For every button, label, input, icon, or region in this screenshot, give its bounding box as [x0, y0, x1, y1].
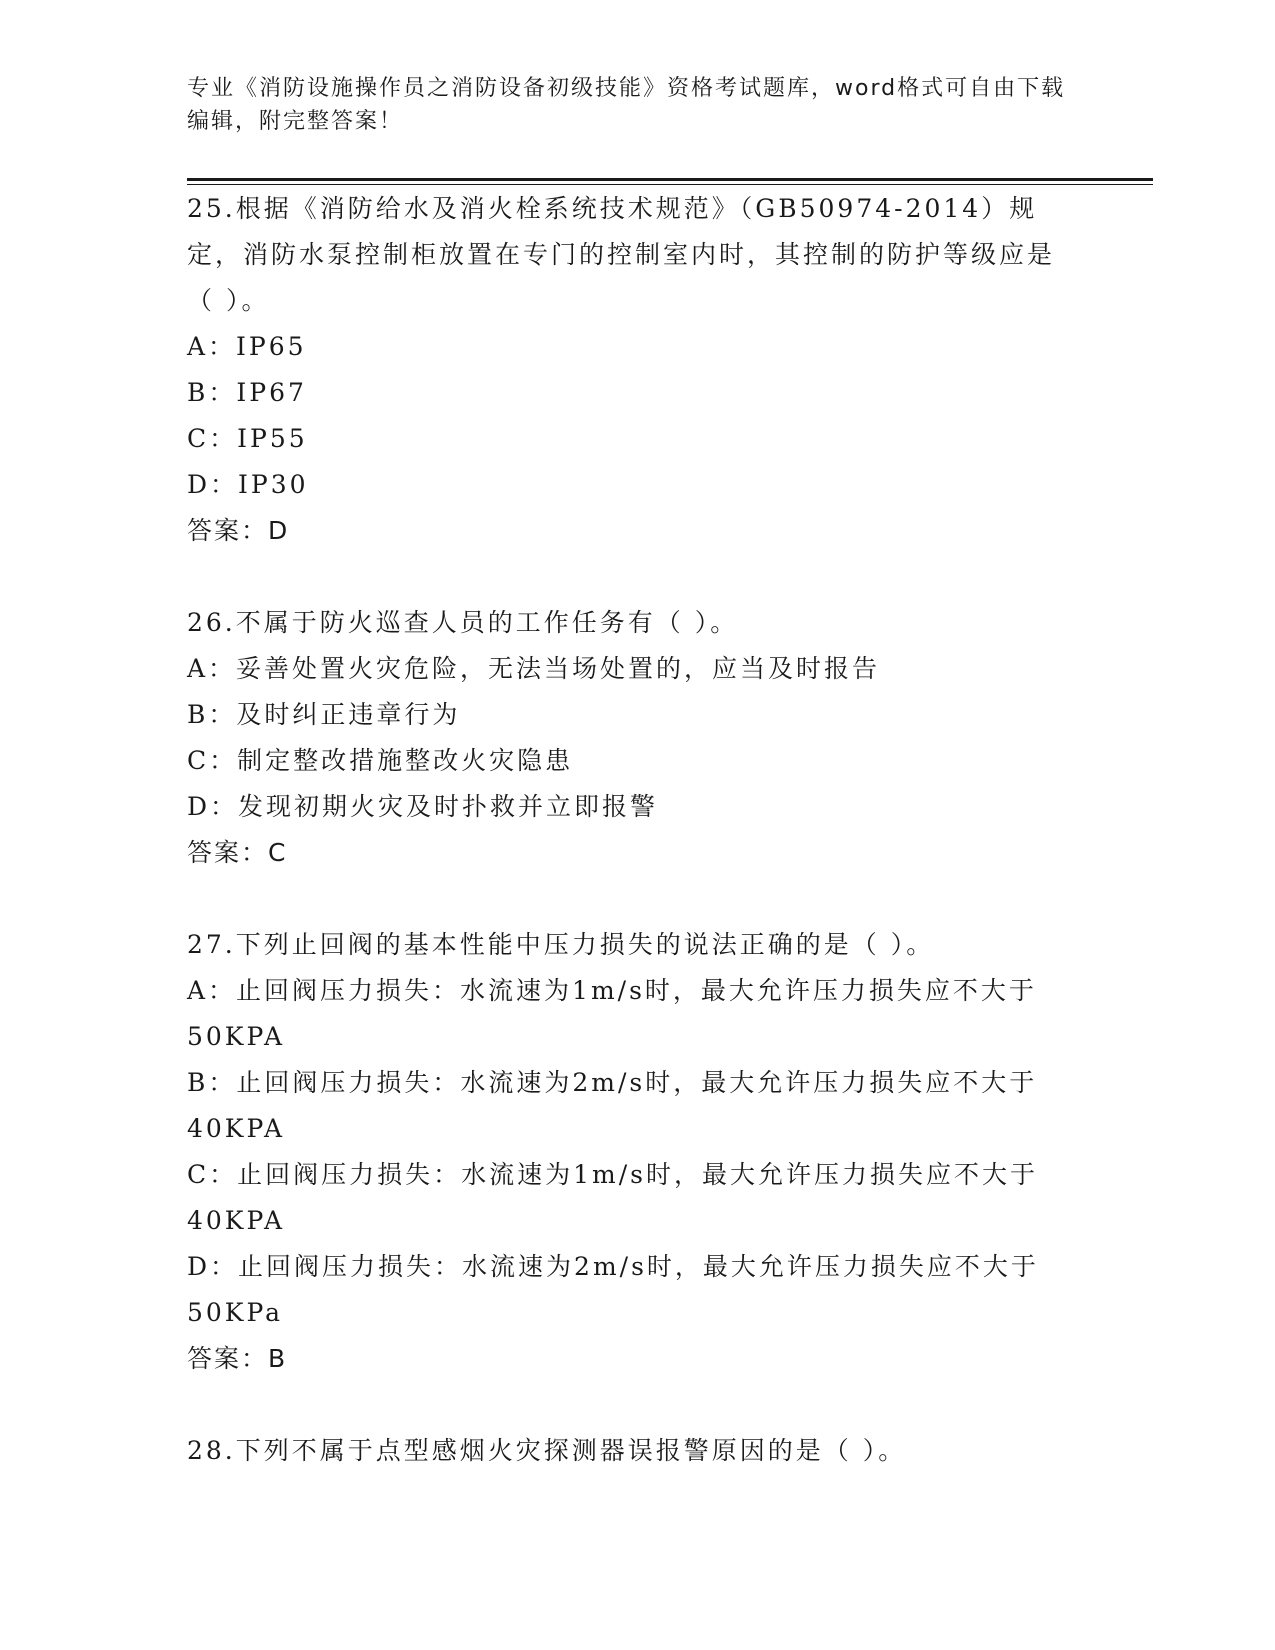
option-d: D：发现初期火灾及时扑救并立即报警: [187, 792, 659, 821]
question-stem: 27.下列止回阀的基本性能中压力损失的说法正确的是（ ）。: [187, 930, 935, 959]
option-b: B：及时纠正违章行为: [187, 700, 461, 729]
answer-label: 答案：B: [187, 1344, 288, 1373]
option-c: C：IP55: [187, 424, 308, 453]
option-a: A：妥善处置火灾危险，无法当场处置的，应当及时报告: [187, 654, 881, 683]
option-a: A：IP65: [187, 332, 307, 361]
option-c: C：制定整改措施整改火灾隐患: [187, 746, 574, 775]
option-d: D：IP30: [187, 470, 309, 499]
question-stem: 25.根据《消防给水及消火栓系统技术规范》（GB50974-2014）规定，消防水泵控制柜放置在专门的控制室内时，其控制的防护等级应是（ ）。: [187, 194, 1056, 315]
document-header: 专业《消防设施操作员之消防设备初级技能》资格考试题库，word格式可自由下载编辑，附完整答案！: [187, 76, 1066, 134]
option-c: C：止回阀压力损失：水流速为1m/s时，最大允许压力损失应不大于40KPA: [187, 1160, 1038, 1235]
header-divider-thin: [187, 184, 1153, 185]
option-d: D：止回阀压力损失：水流速为2m/s时，最大允许压力损失应不大于50KPa: [187, 1252, 1039, 1327]
option-b: B：IP67: [187, 378, 307, 407]
question-25: [187, 186, 1067, 554]
question-28: [187, 1428, 1067, 1474]
question-stem: 26.不属于防火巡查人员的工作任务有（ ）。: [187, 608, 739, 637]
question-27: [187, 922, 1067, 1382]
answer-label: 答案：C: [187, 838, 288, 867]
answer-label: 答案：D: [187, 516, 290, 545]
option-a: A：止回阀压力损失：水流速为1m/s时，最大允许压力损失应不大于50KPA: [187, 976, 1037, 1051]
option-b: B：止回阀压力损失：水流速为2m/s时，最大允许压力损失应不大于40KPA: [187, 1068, 1038, 1143]
question-stem: 28.下列不属于点型感烟火灾探测器误报警原因的是（ ）。: [187, 1436, 907, 1465]
header-divider-thick: [187, 178, 1153, 181]
question-26: [187, 600, 1067, 876]
question-list: [187, 186, 1067, 1520]
